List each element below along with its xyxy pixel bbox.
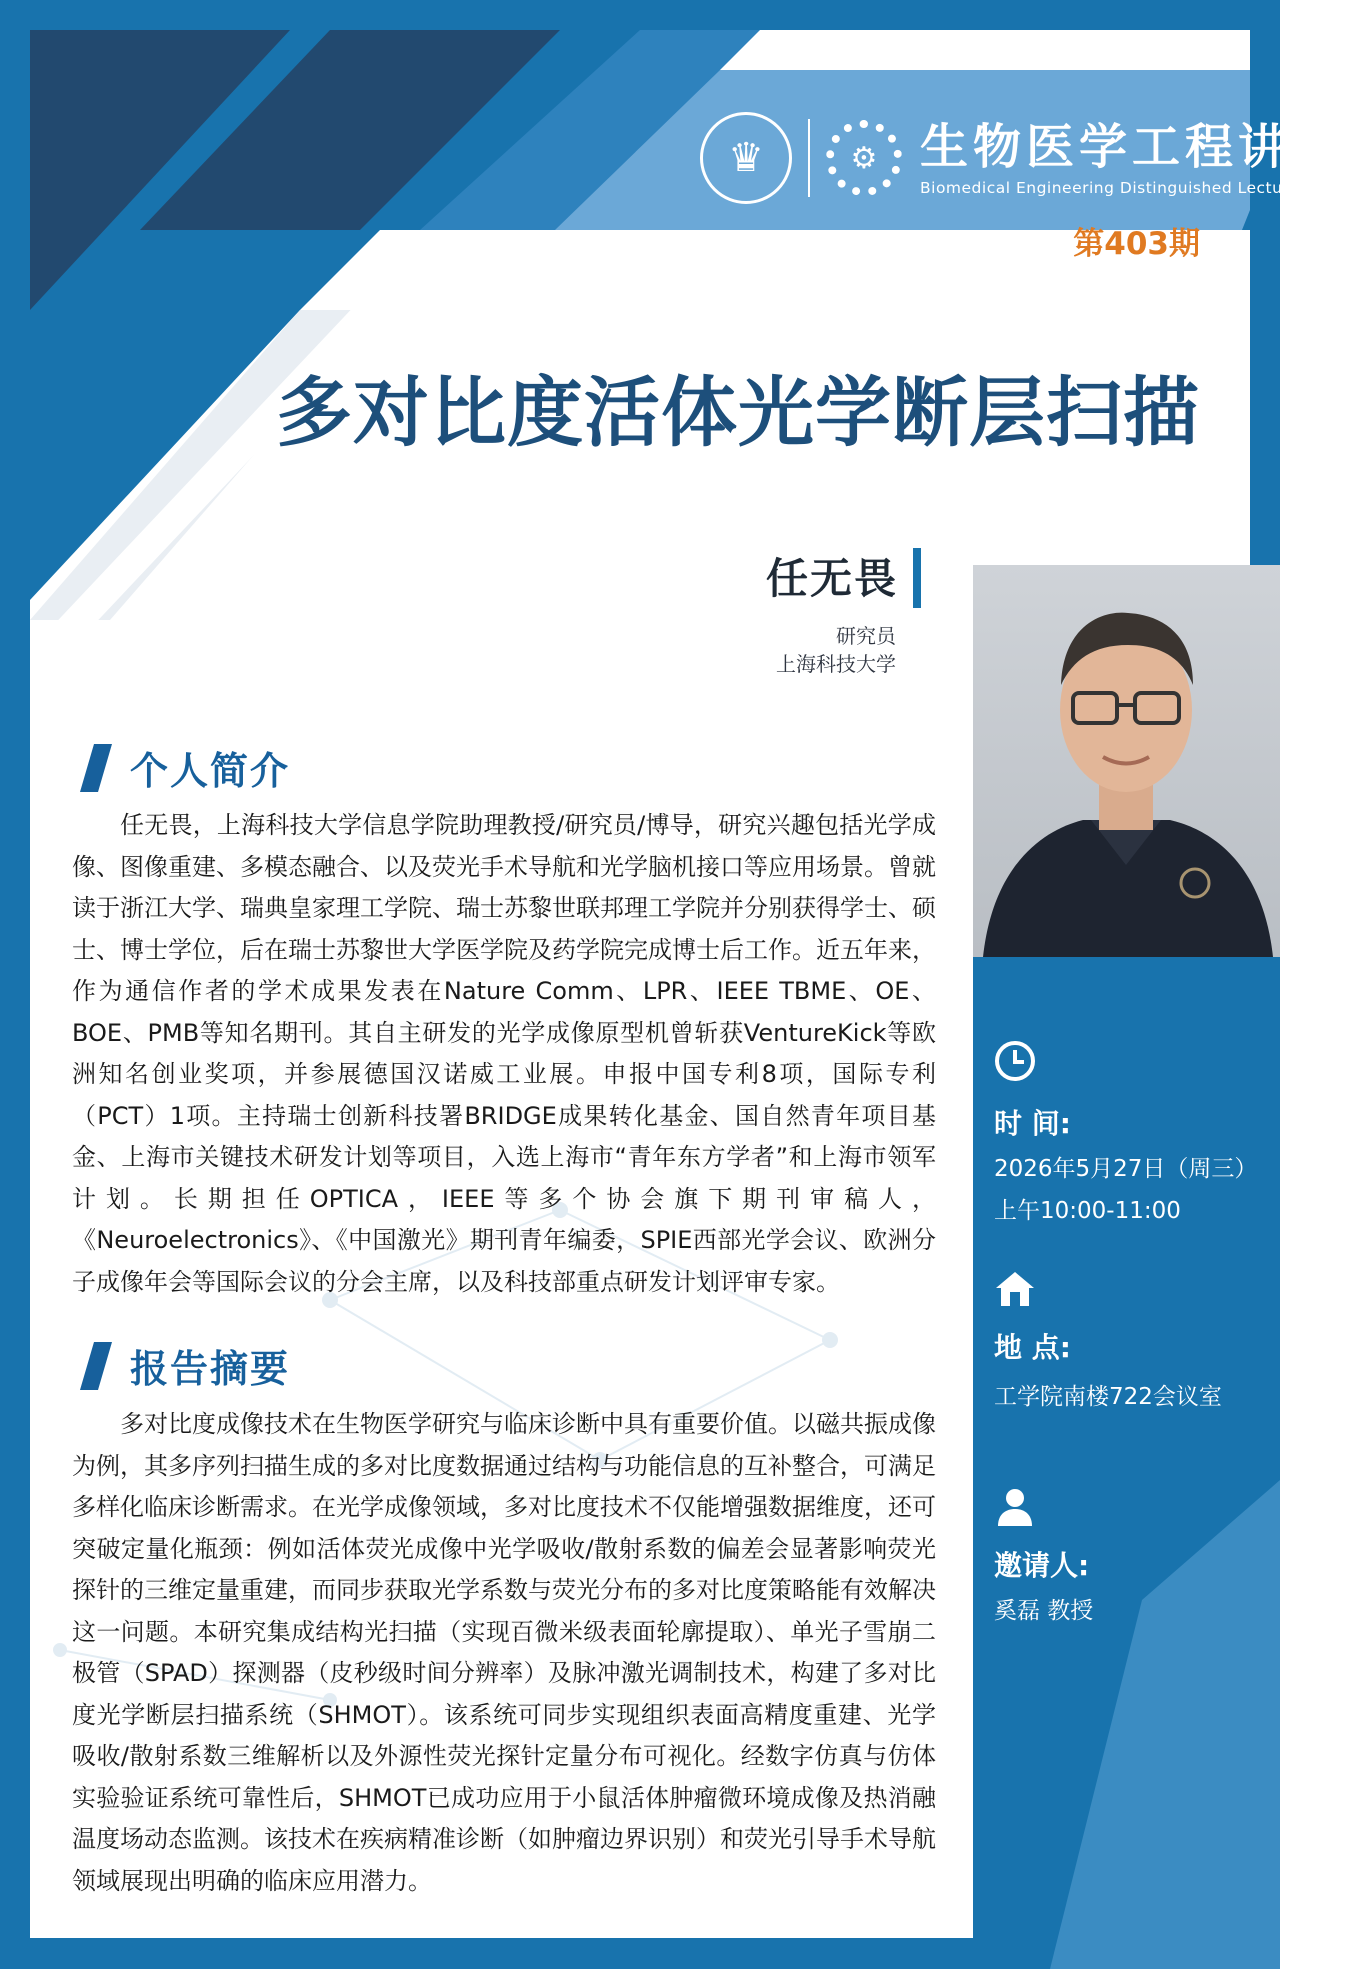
place-info [994, 1268, 1222, 1418]
speaker-affiliation: 上海科技大学 [776, 652, 896, 676]
section-marker-icon [80, 1342, 112, 1390]
bio-section-title: 个人简介 [130, 749, 291, 793]
abstract-section-title: 报告摘要 [130, 1347, 291, 1391]
logo-divider [808, 119, 810, 197]
house-icon [994, 1268, 1036, 1310]
bio-section-heading [80, 740, 290, 795]
issue-number: 第403期 [1073, 226, 1200, 262]
place-label: 地 点: [994, 1331, 1071, 1364]
clock-icon [994, 1040, 1036, 1082]
lecture-series-header [700, 98, 1355, 218]
event-place: 工学院南楼722会议室 [994, 1384, 1222, 1410]
university-seal-icon: ♛ [700, 112, 792, 204]
event-date: 2026年5月27日（周三） [994, 1156, 1258, 1182]
series-text [920, 119, 1355, 197]
speaker-name: 任无畏 [765, 554, 898, 603]
lecture-title: 多对比度活体光学断层扫描 [276, 368, 1200, 457]
section-marker-icon [80, 744, 112, 792]
host-label: 邀请人: [994, 1549, 1090, 1582]
abstract-section-heading [80, 1338, 290, 1393]
series-english-title: Biomedical Engineering Distinguished Lecture Series [920, 179, 1355, 197]
event-host: 奚磊 教授 [994, 1598, 1094, 1624]
event-hours: 上午10:00-11:00 [994, 1198, 1181, 1224]
series-chinese-title: 生物医学工程讲堂 [920, 119, 1345, 175]
speaker-photo [973, 565, 1280, 957]
bio-paragraph: 任无畏，上海科技大学信息学院助理教授/研究员/博导，研究兴趣包括光学成像、图像重建、多模态融合、以及荧光手术导航和光学脑机接口等应用场景。曾就读于浙江大学、瑞典皇家理工学院、瑞士苏黎世联邦理工学院并分别获得学士、硕士、博士学位，后在瑞士苏黎世大学医学院及药学院完成博士后工作。近五年来，作为通信作者的学术成果发表在Nature Comm、LPR、IEEE TBME、OE、BOE、PMB等知名期刊。其自主研发的光学成像原型机曾斩获VentureKick等欧洲知名创业奖项，并参展德国汉诺威工业展。申报中国专利8项，国际专利（PCT）1项。主持瑞士创新科技署BRIDGE成果转化基金、国自然青年项目基金、上海市关键技术研发计划等项目，入选上海市“青年东方学者”和上海市领军计划。长期担任OPTICA，IEEE等多个协会旗下期刊审稿人，《Neuroelectronics》、《中国激光》期刊青年编委，SPIE西部光学会议、欧洲分子成像年会等国际会议的分会主席，以及科技部重点研发计划评审专家。 [72, 811, 936, 1296]
host-info [994, 1486, 1093, 1632]
department-gear-icon: ⚙ [826, 120, 902, 196]
time-label: 时 间: [994, 1107, 1071, 1140]
person-icon [994, 1486, 1036, 1528]
time-info [994, 1040, 1257, 1232]
speaker-position: 研究员 [836, 624, 896, 648]
speaker-accent-bar [913, 548, 921, 608]
abstract-paragraph: 多对比度成像技术在生物医学研究与临床诊断中具有重要价值。以磁共振成像为例，其多序列扫描生成的多对比度数据通过结构与功能信息的互补整合，可满足多样化临床诊断需求。在光学成像领域，多对比度技术不仅能增强数据维度，还可突破定量化瓶颈：例如活体荧光成像中光学吸收/散射系数的偏差会显著影响荧光探针的三维定量重建，而同步获取光学系数与荧光分布的多对比度策略能有效解决这一问题。本研究集成结构光扫描（实现百微米级表面轮廓提取）、单光子雪崩二极管（SPAD）探测器（皮秒级时间分辨率）及脉冲激光调制技术，构建了多对比度光学断层扫描系统（SHMOT）。该系统可同步实现组织表面高精度重建、光学吸收/散射系数三维解析以及外源性荧光探针定量分布可视化。经数字仿真与仿体实验验证系统可靠性后，SHMOT已成功应用于小鼠活体肿瘤微环境成像及热消融温度场动态监测。该技术在疾病精准诊断（如肿瘤边界识别）和荧光引导手术导航领域展现出明确的临床应用潜力。 [72, 1410, 936, 1895]
